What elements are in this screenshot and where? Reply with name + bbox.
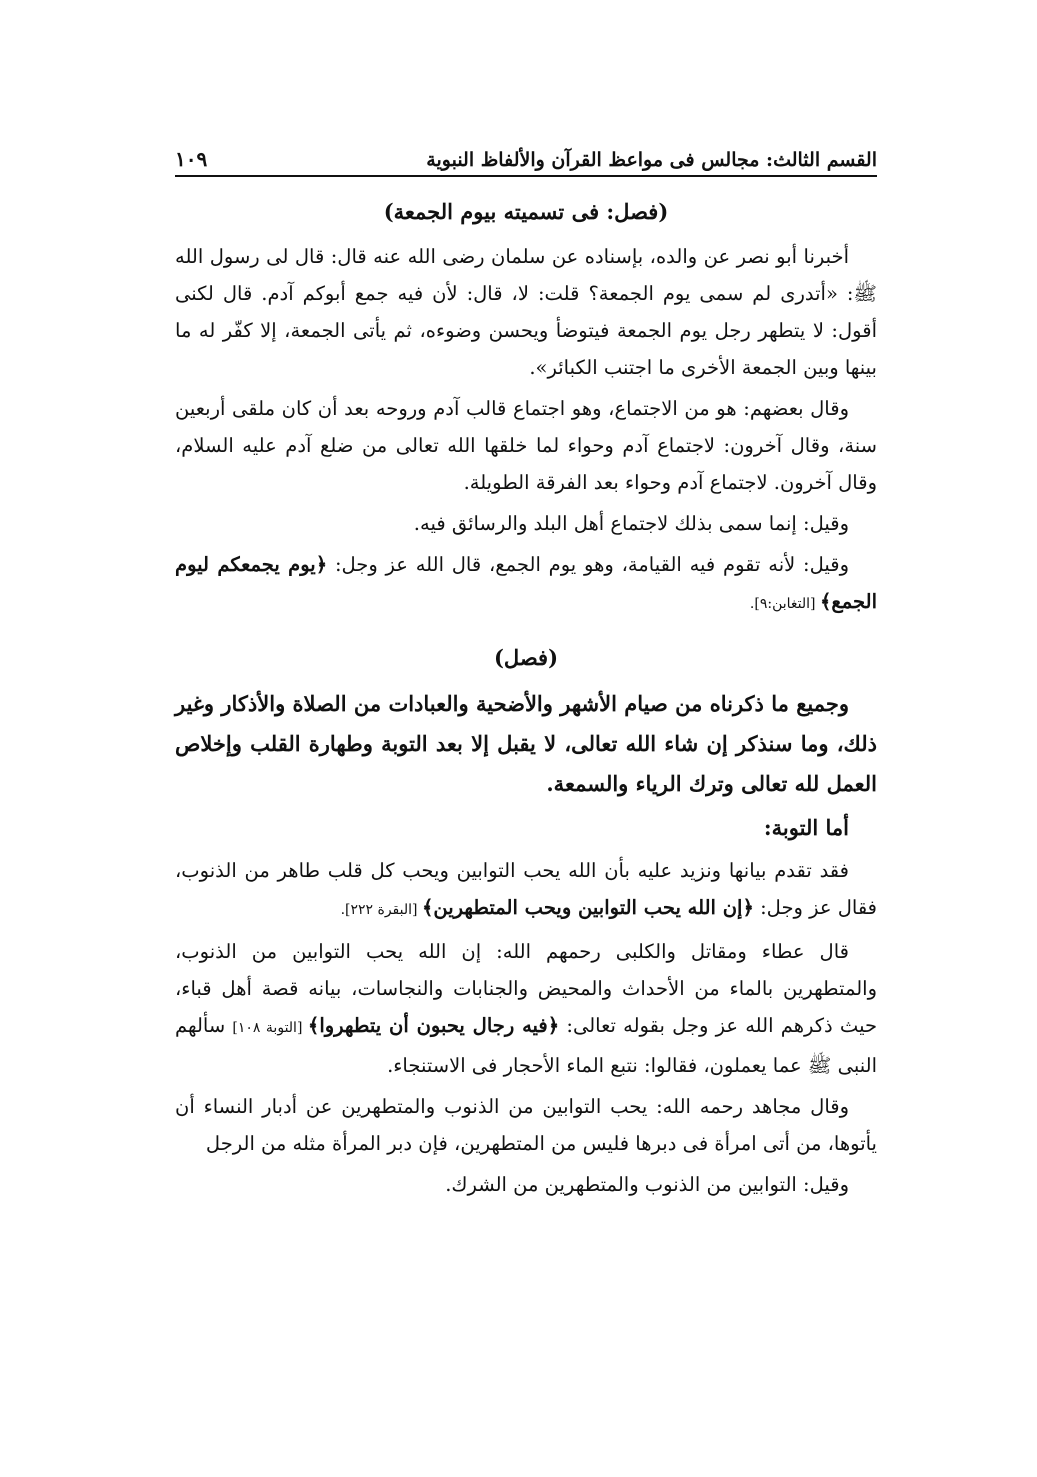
subheading: أما التوبة: [763, 815, 849, 840]
paragraph: وقيل: التوابين من الذنوب والمتطهرين من الشرك. [445, 1173, 849, 1196]
bold-paragraph: وجميع ما ذكرناه من صيام الأشهر والأضحية والعبادات من الصلاة والأذكار وغير ذلك، وما سنذكر إن شاء الله تعالى، لا يقبل إلا بعد التوبة وطهارة القلب وإخلاص العمل لله تعالى وترك الرياء والسمعة. [175, 691, 877, 796]
paragraph-text: فقد تقدم بيانها ونزيد عليه بأن الله يحب التوابين ويحب كل قلب طاهر من الذنوب، فقال عز وجل: [175, 859, 877, 919]
page-number: ١٠٩ [175, 147, 208, 171]
verse-reference: [البقرة ٢٢٢]. [340, 902, 422, 918]
paragraph: وقال بعضهم: هو من الاجتماع، وهو اجتماع قالب آدم وروحه بعد أن كان ملقى أربعين سنة، وقال آخرون: لاجتماع آدم وحواء لما خلقها الله تعالى من ضلع آدم عليه السلام، وقال آخرون. لاجتماع آدم وحواء بعد الفرقة الطويلة. [175, 397, 877, 494]
quran-verse: ﴿يوم يجمعكم ليوم الجمع﴾ [175, 553, 877, 613]
quran-verse: ﴿إن الله يحب التوابين ويحب المتطهرين﴾ [421, 896, 754, 919]
quran-verse: ﴿فيه رجال يحبون أن يتطهروا﴾ [307, 1014, 560, 1037]
paragraph-text: سألهم النبى ﷺ عما يعملون، فقالوا: نتبع الماء الأحجار فى الاستنجاء. [175, 1014, 877, 1077]
paragraph-text: وقيل: لأنه تقوم فيه القيامة، وهو يوم الجمع، قال الله عز وجل: [327, 553, 849, 576]
section-title: القسم الثالث: مجالس فى مواعظ القرآن والألفاظ النبوية [426, 149, 877, 171]
paragraph: وقال مجاهد رحمه الله: يحب التوابين من الذنوب والمتطهرين عن أدبار النساء أن يأتوها، من أتى امرأة فى دبرها فليس من المتطهرين، فإن دبر المرأة مثله من الرجل [175, 1095, 877, 1155]
running-header [175, 135, 877, 177]
paragraph-text: قال عطاء ومقاتل والكلبى رحمهم الله: إن الله يحب التوابين من الذنوب، والمتطهرين بالماء من الأحداث والمحيض والجنابات والنجاسات، بيانه قصة أهل قباء، حيث ذكرهم الله عز وجل بقوله تعالى: [175, 940, 878, 1037]
paragraph [175, 852, 877, 929]
section-heading: (فصل) [493, 645, 559, 670]
paragraph: أخبرنا أبو نصر عن والده، بإسناده عن سلمان رضى الله عنه قال: قال لى رسول الله ﷺ: «أتدرى لم سمى يوم الجمعة؟ قلت: لا، قال: لأن فيه جمع أبوكم آدم. قال لكنى أقول: لا يتطهر رجل يوم الجمعة فيتوضأ ويحسن وضوءه، ثم يأتى الجمعة، إلا كفّر له ما بينها وبين الجمعة الأخرى ما اجتنب الكبائر». [175, 245, 877, 379]
page [175, 135, 877, 1207]
paragraph [175, 546, 877, 623]
paragraph [175, 933, 877, 1084]
verse-reference: [التوبة ١٠٨] [232, 1020, 308, 1036]
section-heading: (فصل: فى تسميته بيوم الجمعة) [383, 199, 669, 224]
verse-reference: [التغابن:٩]. [749, 596, 820, 612]
paragraph: وقيل: إنما سمى بذلك لاجتماع أهل البلد والرسائق فيه. [413, 512, 849, 535]
